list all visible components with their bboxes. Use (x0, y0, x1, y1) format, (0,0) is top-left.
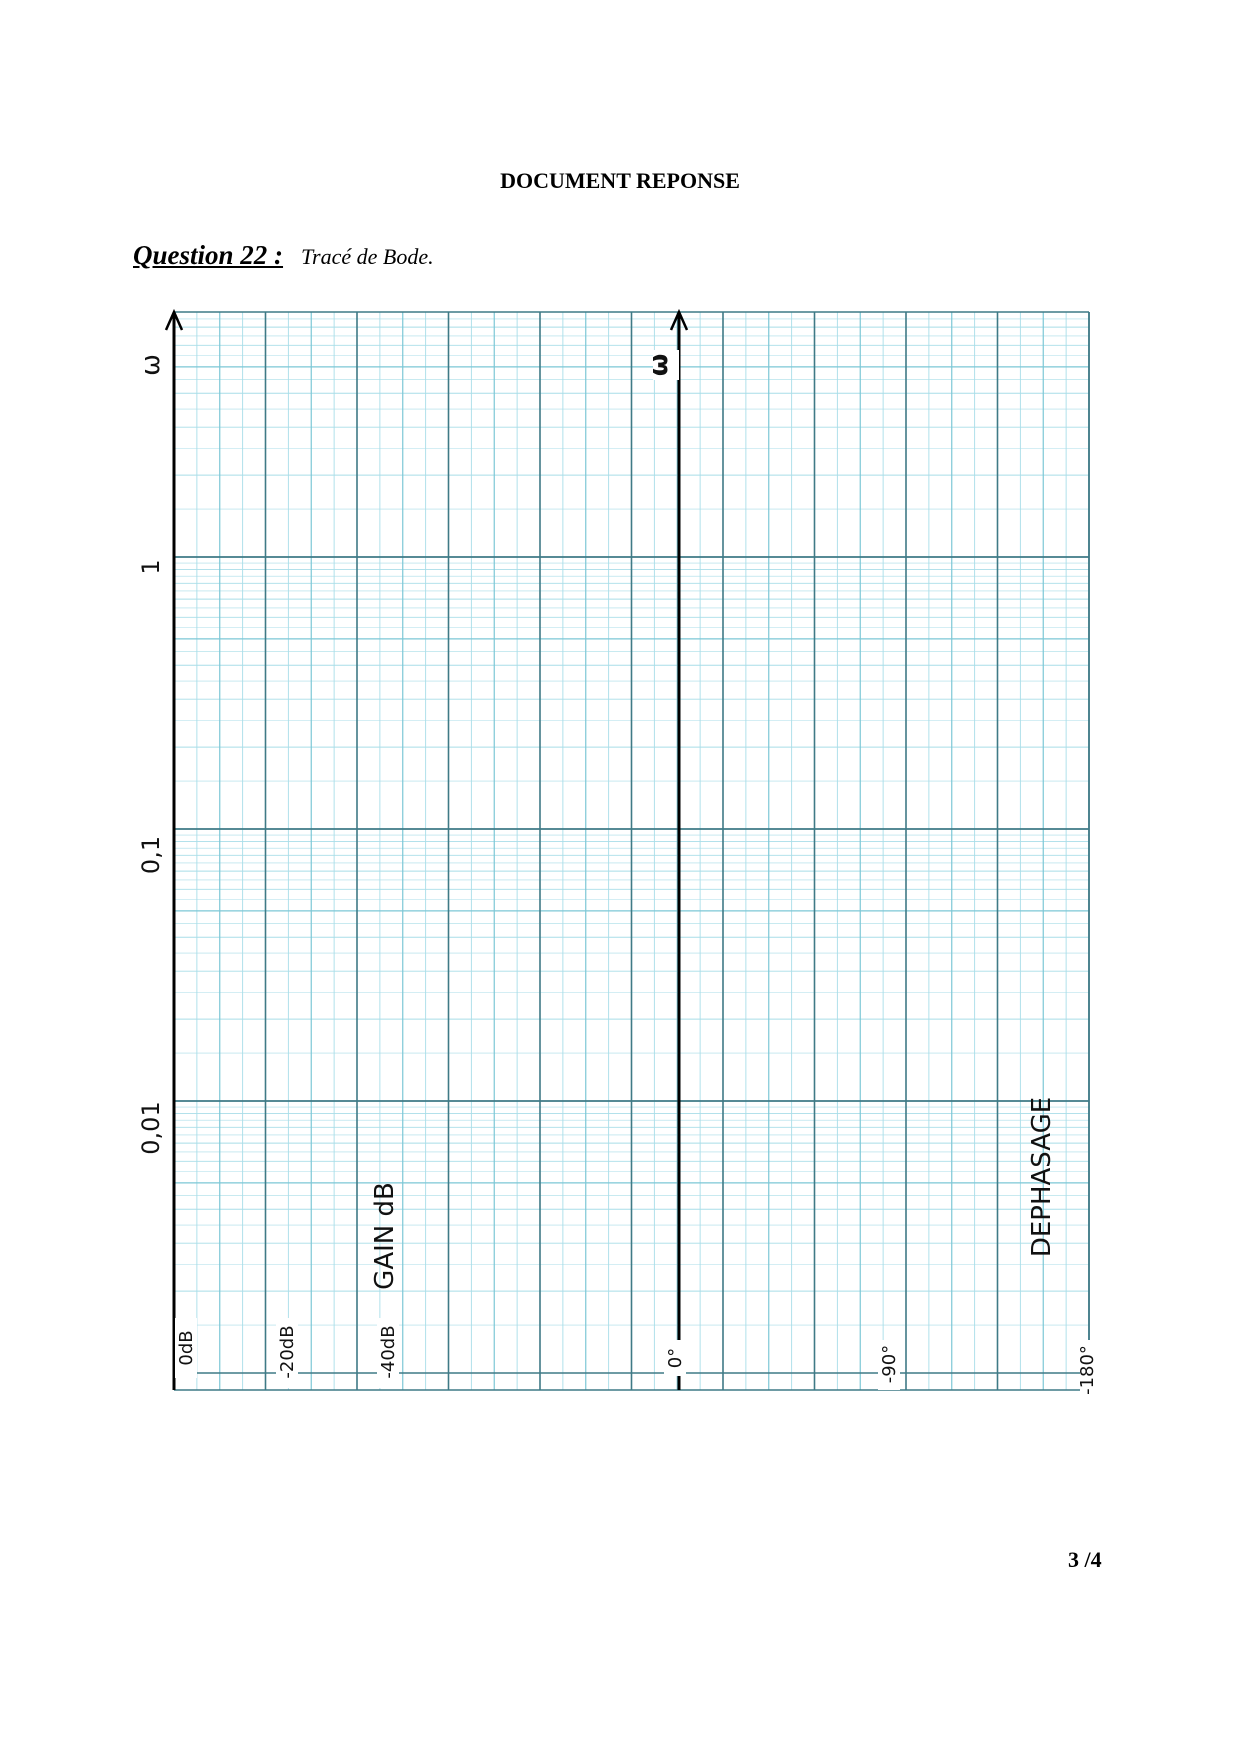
omega-label-center: ω (644, 353, 674, 377)
page-number: 3 /4 (1068, 1547, 1102, 1572)
tick-label-backgrounds (135, 350, 1095, 1400)
gain-tick-label: 0dB (176, 1330, 197, 1366)
question-label: Question 22 : (133, 240, 284, 270)
bode-plot-grid (135, 300, 1098, 1410)
phase-axis-title: DEPHASAGE (1027, 1096, 1057, 1258)
document-title: DOCUMENT REPONSE (500, 168, 740, 193)
question-text: Tracé de Bode. (301, 244, 434, 269)
gain-tick-label: -40dB (378, 1325, 399, 1379)
frequency-tick-label: 1 (137, 559, 165, 575)
omega-label-left: ω (136, 354, 166, 376)
phase-tick-label: -180° (1077, 1345, 1098, 1395)
frequency-tick-label: 0,01 (137, 1101, 165, 1155)
frequency-tick-label: 0,1 (137, 835, 165, 875)
phase-tick-label: -90° (879, 1344, 900, 1384)
gain-axis-title: GAIN dB (370, 1182, 400, 1290)
gain-tick-label: -20dB (277, 1325, 298, 1379)
phase-tick-label: 0° (665, 1347, 686, 1369)
question-heading (133, 240, 434, 271)
